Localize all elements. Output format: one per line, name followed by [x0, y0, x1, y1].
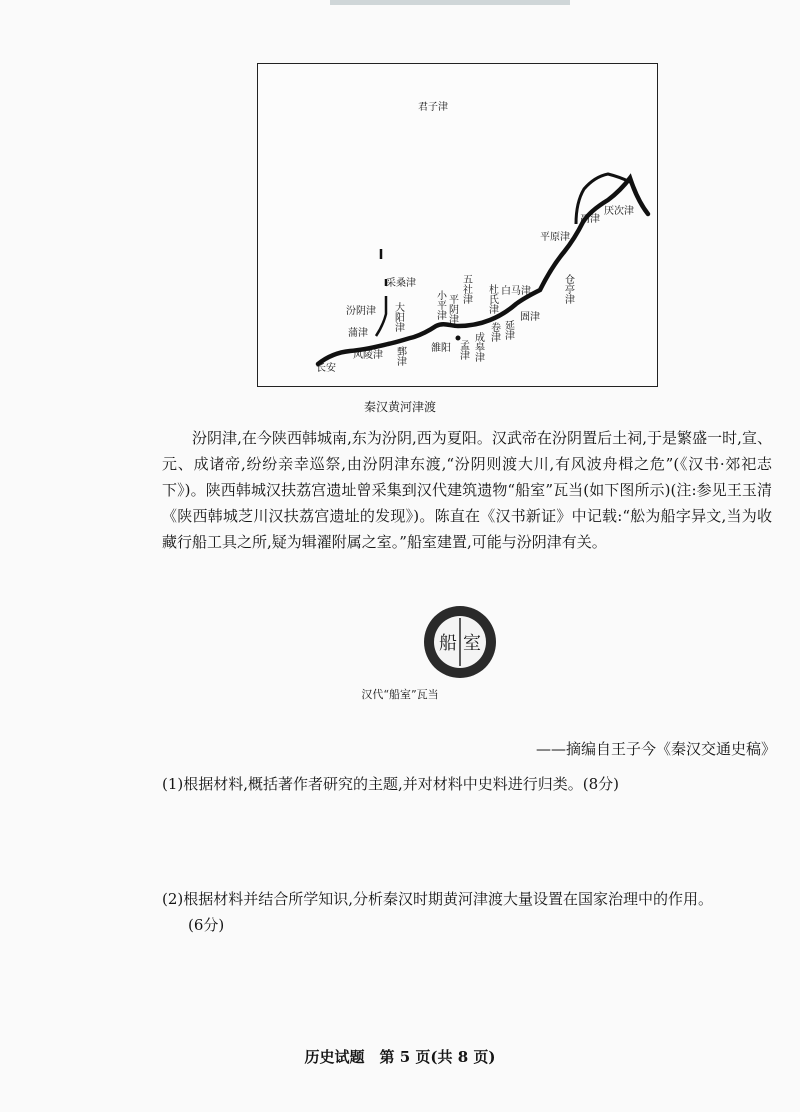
label-dayang: 大阳津: [392, 302, 404, 332]
label-pingyin: 平阴津: [446, 294, 458, 324]
label-yanci: 厌次津: [604, 206, 634, 217]
label-luoyang: 雒阳: [431, 343, 451, 354]
label-pu: 蒲津: [348, 328, 368, 339]
label-pujin2: 圄津: [520, 312, 540, 323]
passage-text: 汾阴津,在今陕西韩城南,东为汾阴,西为夏阳。汉武帝在汾阴置后土祠,于是繁盛一时,宣、元、成诸帝,纷纷亲幸巡祭,由汾阴津东渡,“汾阴则渡大川,有风波舟楫之危”(《汉书·郊祀志下》)。陕西韩城汉扶荔宫遗址曾采集到汉代建筑遗物“船室”瓦当(如下图所示)(注:参见王玉清《陕西韩城芝川汉扶荔宫遗址的发现》)。陈直在《汉书新证》中记载:“舩为船字异文,当为收藏行船工具之所,疑为辑濯附属之室。”船室建置,可能与汾阴津有关。: [162, 429, 772, 551]
label-fenyin: 汾阴津: [346, 306, 376, 317]
label-jin-ying: 鄄津: [394, 346, 406, 366]
label-caisang: 采桑津: [386, 278, 416, 289]
seal-caption: 汉代“船室”瓦当: [361, 688, 439, 701]
question-2-text: (2)根据材料并结合所学知识,分析秦汉时期黄河津渡大量设置在国家治理中的作用。: [162, 890, 714, 908]
label-baima: 白马津: [501, 286, 531, 297]
map-drawing: [258, 64, 657, 386]
map-caption: 秦汉黄河津渡: [363, 400, 436, 414]
chuanshi-tile-end-image: [422, 604, 498, 680]
question-2: [162, 886, 777, 938]
label-pingyuan: 平原津: [540, 232, 570, 243]
label-chenggao: 成皋津: [472, 332, 484, 362]
question-2-points: (6分): [188, 916, 225, 934]
passage: [162, 425, 772, 555]
seal-char-shi: 室: [463, 633, 481, 654]
label-juanjin: 卷津: [488, 322, 500, 342]
label-changan: 长安: [316, 363, 336, 374]
scan-edge-strip: [330, 0, 570, 5]
label-dushi: 杜氏津: [486, 284, 498, 314]
label-fengling: 风陵津: [353, 350, 383, 361]
label-yanjin: 延津: [502, 320, 514, 340]
yellow-river-ferry-map: [257, 63, 658, 387]
fen-river-segment: [376, 249, 386, 336]
seal-char-chuan: 船: [439, 633, 457, 654]
source-citation: ——摘编自王子今《秦汉交通史稿》: [535, 740, 776, 758]
label-mengjin: 孟津: [457, 340, 469, 360]
label-xiaoping: 小平津: [434, 290, 446, 320]
label-wushe: 五社津: [460, 274, 472, 304]
label-junzi: 君子津: [418, 102, 448, 113]
label-cangting: 仓亭津: [562, 274, 574, 304]
question-1: (1)根据材料,概括著作者研究的主题,并对材料中史料进行归类。(8分): [162, 775, 620, 793]
label-gejin: 鬲津: [580, 214, 600, 225]
page-footer: 历史试题 第 5 页(共 8 页): [304, 1048, 496, 1066]
